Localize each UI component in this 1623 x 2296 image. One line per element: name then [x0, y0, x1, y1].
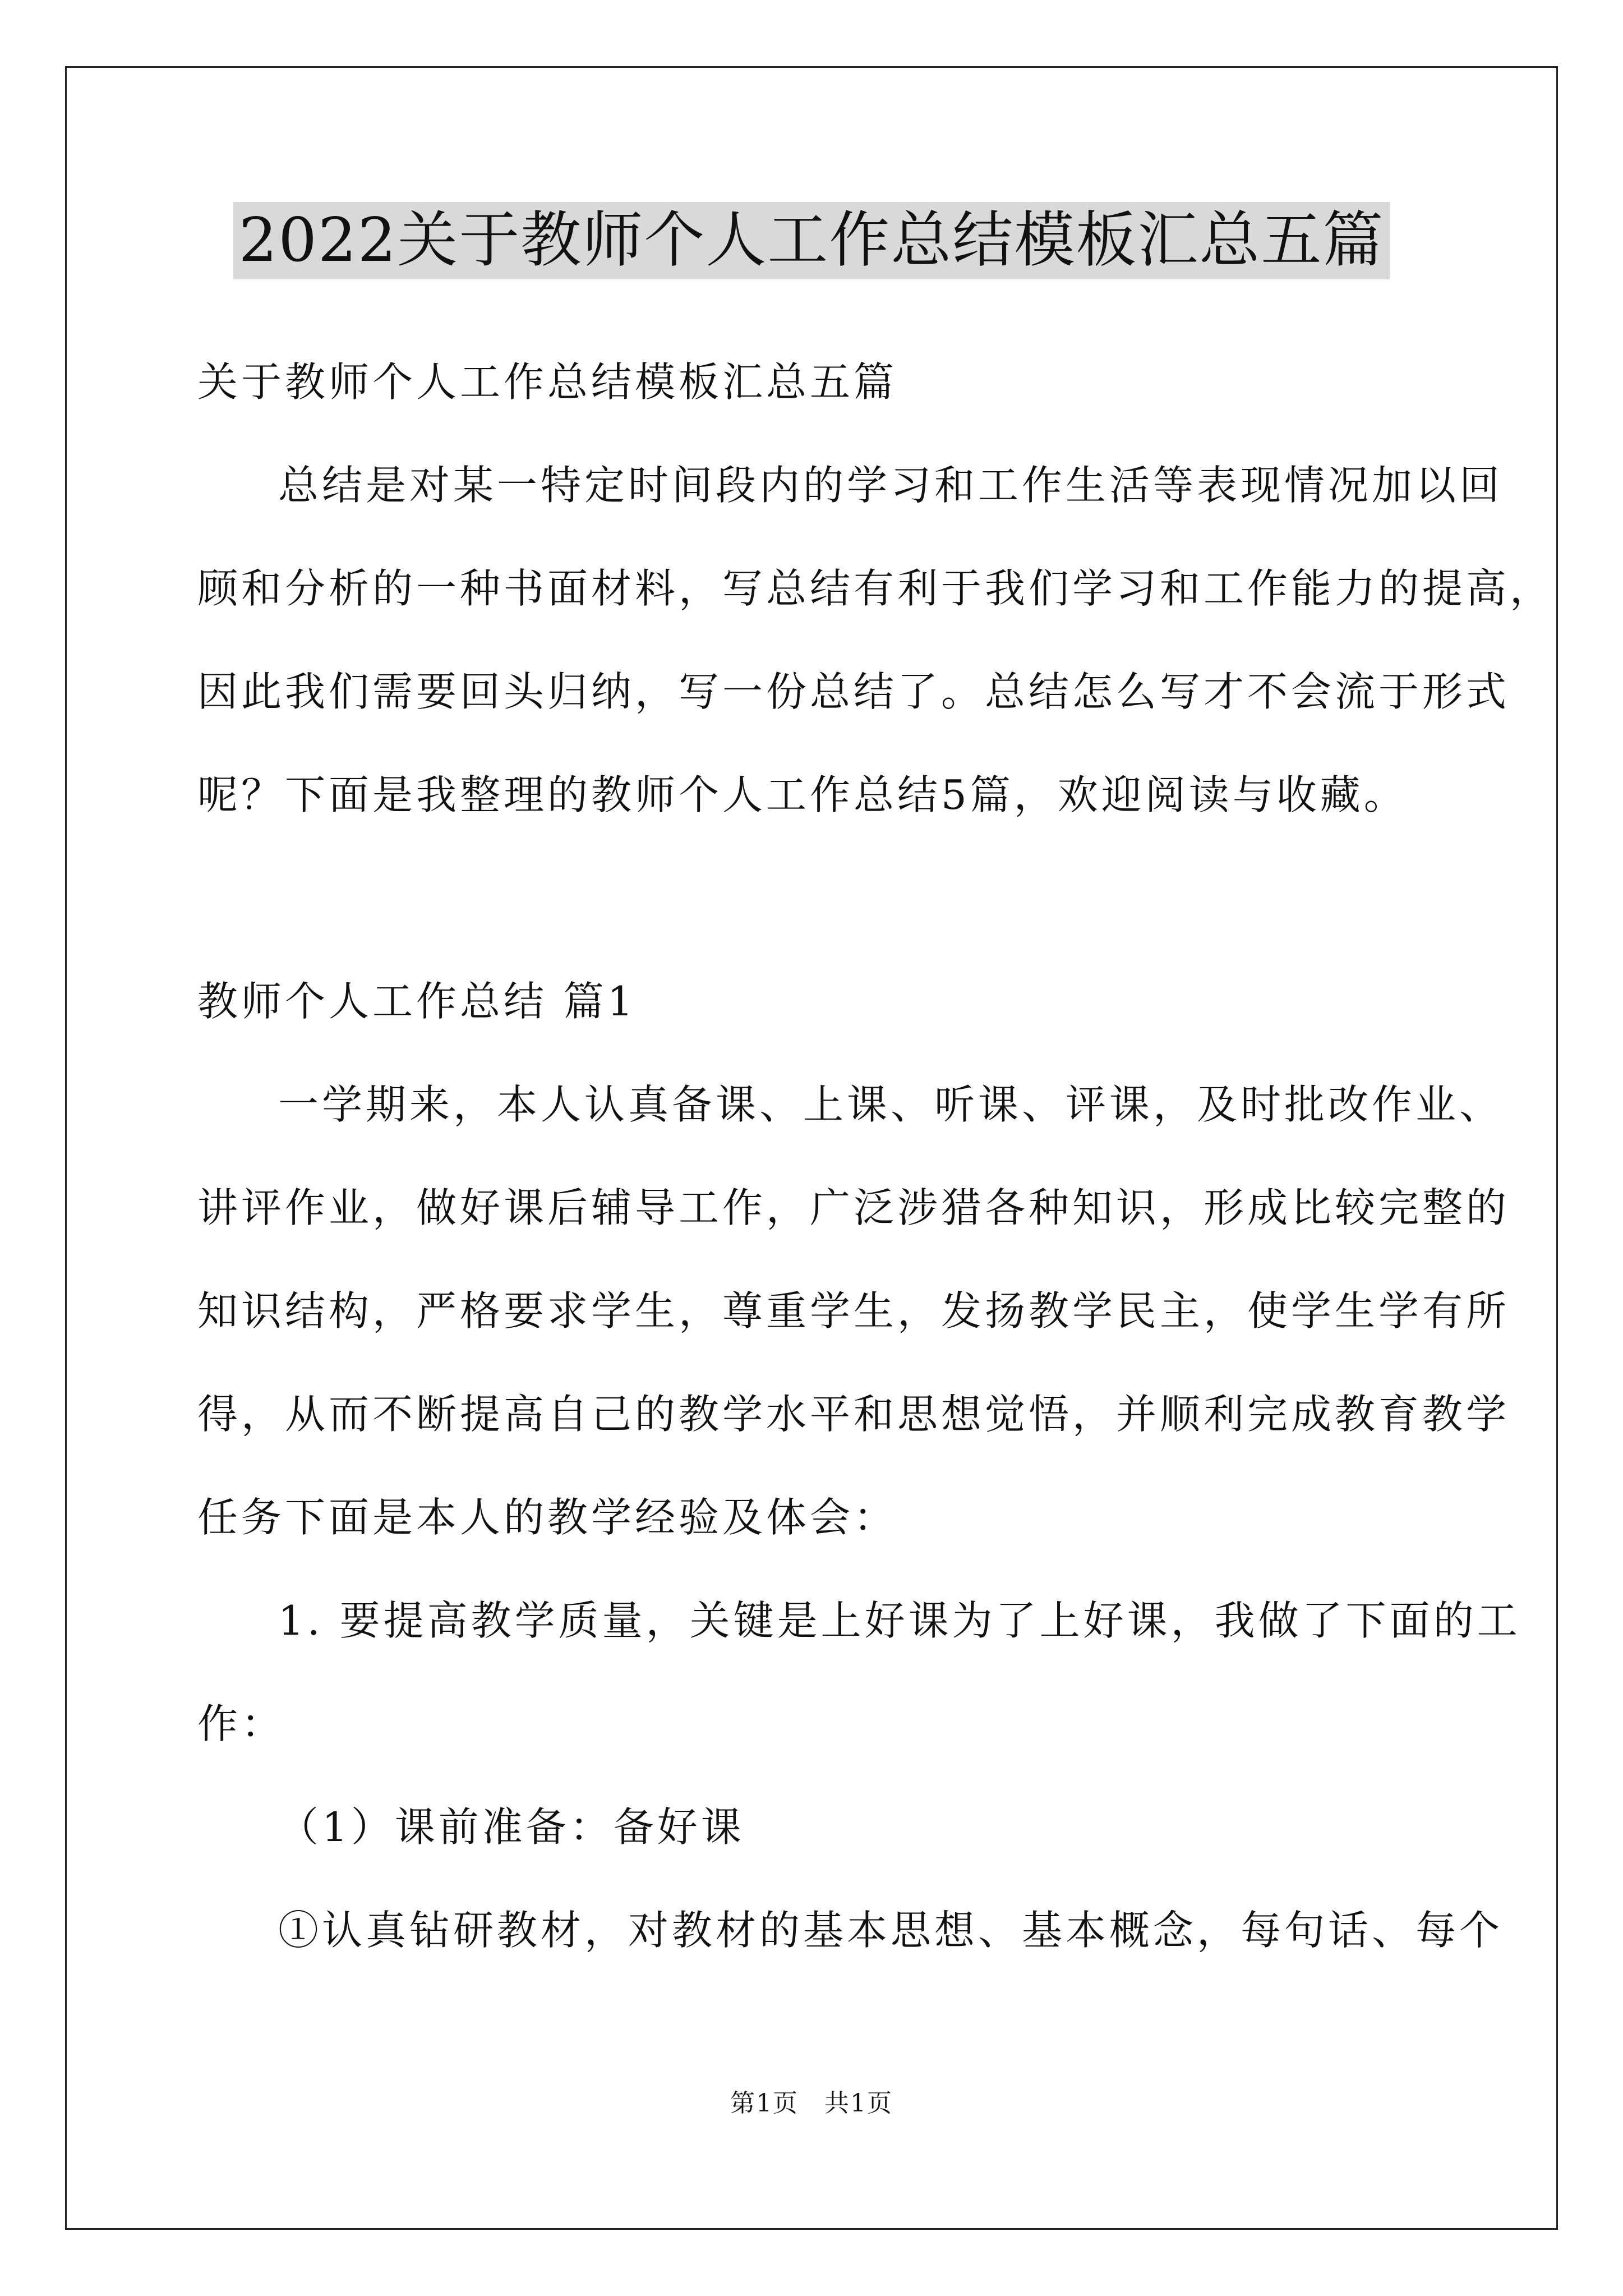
paragraph-line: 总结是对某一特定时间段内的学习和工作生活等表现情况加以回	[278, 462, 1504, 509]
title-container	[0, 202, 1623, 279]
paragraph-line: 讲评作业，做好课后辅导工作，广泛涉猎各种知识，形成比较完整的	[197, 1184, 1510, 1231]
paragraph-line: 顾和分析的一种书面材料，写总结有利于我们学习和工作能力的提高，	[197, 565, 1554, 612]
document-title: 2022关于教师个人工作总结模板汇总五篇	[233, 202, 1390, 279]
paragraph-line: ①认真钻研教材，对教材的基本思想、基本概念，每句话、每个	[278, 1907, 1504, 1954]
paragraph-line: 因此我们需要回头归纳，写一份总结了。总结怎么写才不会流于形式	[197, 668, 1510, 715]
paragraph-line: 呢？下面是我整理的教师个人工作总结5篇，欢迎阅读与收藏。	[197, 771, 1408, 818]
paragraph-line: 作：	[197, 1700, 285, 1747]
paragraph-line: 一学期来，本人认真备课、上课、听课、评课，及时批改作业、	[278, 1081, 1504, 1128]
page-footer: 第1页 共1页	[730, 2089, 893, 2118]
paragraph-line: 任务下面是本人的教学经验及体会：	[197, 1494, 898, 1541]
subsection-heading: （1）课前准备：备好课	[278, 1803, 745, 1851]
section-heading: 教师个人工作总结 篇1	[197, 978, 637, 1025]
subtitle-line: 关于教师个人工作总结模板汇总五篇	[197, 358, 898, 406]
paragraph-line: 1. 要提高教学质量，关键是上好课为了上好课，我做了下面的工	[278, 1597, 1521, 1644]
paragraph-line: 知识结构，严格要求学生，尊重学生，发扬教学民主，使学生学有所	[197, 1287, 1510, 1335]
paragraph-line: 得，从而不断提高自己的教学水平和思想觉悟，并顺利完成教育教学	[197, 1391, 1510, 1438]
